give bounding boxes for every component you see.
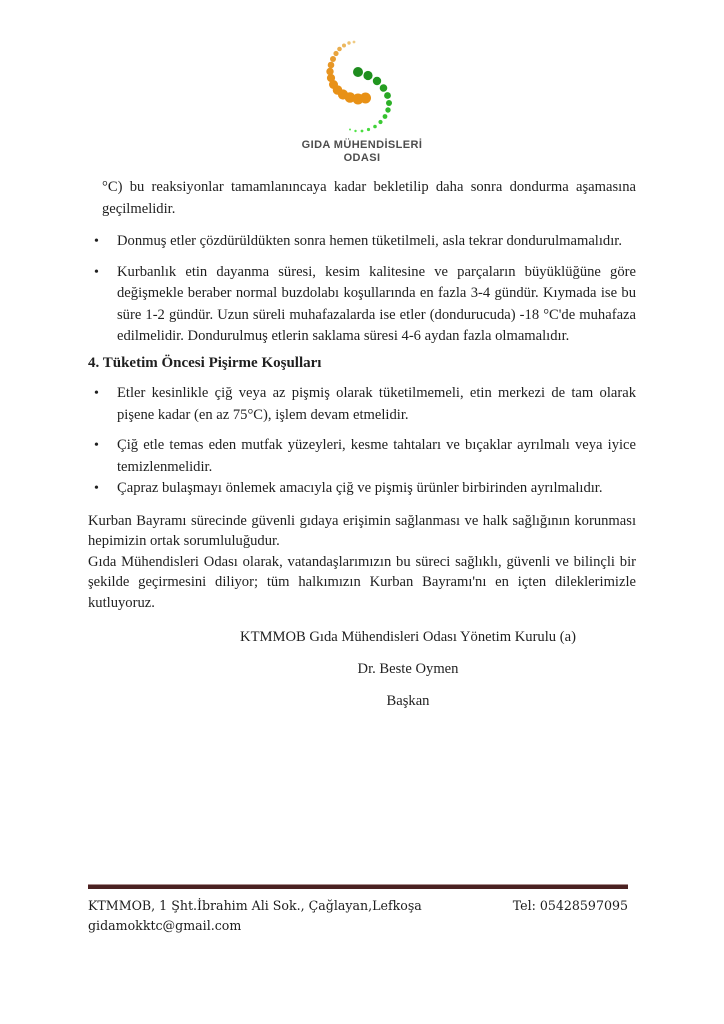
org-name-line2: ODASI bbox=[343, 151, 381, 164]
org-name bbox=[302, 139, 423, 164]
bullet-icon: • bbox=[94, 234, 99, 249]
list-item bbox=[88, 478, 636, 500]
bullet-icon: • bbox=[94, 481, 99, 496]
signature-block bbox=[88, 627, 636, 713]
logo-dots-icon bbox=[316, 38, 408, 138]
closing-paragraph-2: Gıda Mühendisleri Odası olarak, vatandaşlarımızın bu süreci sağlıklı, güvenli ve bilinçli bir şekilde geçirmesini diliyor; tüm halkımızın Kurban Bayramı'nı en içten dileklerimizle kutluyoruz. bbox=[88, 553, 636, 611]
footer-email: gidamokktc@gmail.com bbox=[88, 917, 242, 933]
org-name-line1: GIDA MÜHENDİSLERİ bbox=[301, 139, 423, 151]
list-item-text: Donmuş etler çözdürüldükten sonra hemen tüketilmeli, asla tekrar dondurulmamalıdır. bbox=[117, 233, 622, 249]
signature-org: KTMMOB Gıda Mühendisleri Odası Yönetim Kurulu (a) bbox=[240, 629, 576, 645]
list-item bbox=[88, 383, 636, 426]
closing-paragraph-1: Kurban Bayramı sürecinde güvenli gıdaya erişimin sağlanması ve halk sağlığının korunması hepimizin ortak sorumluluğudur. bbox=[88, 512, 636, 549]
document-body bbox=[88, 177, 636, 723]
list-item bbox=[88, 231, 636, 253]
signature-title: Başkan bbox=[386, 693, 430, 709]
list-item-text: Etler kesinlikle çiğ veya az pişmiş olarak tüketilmemeli, etin merkezi de tam olarak pişene kadar (en az 75°C), işlem devam etmelidir. bbox=[117, 385, 636, 423]
list-item bbox=[88, 435, 636, 478]
footer-address: KTMMOB, 1 Şht.İbrahim Ali Sok., Çağlayan,Lefkoşa bbox=[88, 898, 422, 913]
footer-phone: Tel: 05428597095 bbox=[512, 898, 628, 913]
list-item bbox=[88, 262, 636, 348]
footer-divider bbox=[88, 884, 628, 889]
list-item-text: Kurbanlık etin dayanma süresi, kesim kalitesine ve parçaların büyüklüğüne göre değişmekle beraber normal buzdolabı koşullarında en fazla 3-4 gündür. Kıymada ise bu süre 1-2 gündür. Uzun süreli muhafazalarda ise etler (dondurucuda) -18 °C'de muhafaza edilmelidir. Dondurulmuş etlerin saklama süresi 4-6 aydan fazla olmamalıdır. bbox=[117, 263, 636, 344]
bullet-icon: • bbox=[94, 264, 99, 280]
signature-name: Dr. Beste Oymen bbox=[357, 661, 459, 677]
continuation-paragraph: °C) bu reaksiyonlar tamamlanıncaya kadar bekletilip daha sonra dondurma aşamasına geçilmelidir. bbox=[102, 179, 636, 217]
org-logo bbox=[0, 38, 724, 164]
section-heading: 4. Tüketim Öncesi Pişirme Koşulları bbox=[88, 354, 322, 371]
bullet-icon: • bbox=[94, 386, 99, 401]
footer-text bbox=[88, 896, 628, 935]
bullet-icon: • bbox=[94, 438, 99, 453]
list-item-text: Çapraz bulaşmayı önlemek amacıyla çiğ ve pişmiş ürünler birbirinden ayrılmalıdır. bbox=[117, 480, 603, 496]
list-item-text: Çiğ etle temas eden mutfak yüzeyleri, kesme tahtaları ve bıçaklar ayrılmalı veya iyice temizlenmelidir. bbox=[117, 437, 636, 475]
page-footer bbox=[88, 884, 628, 935]
